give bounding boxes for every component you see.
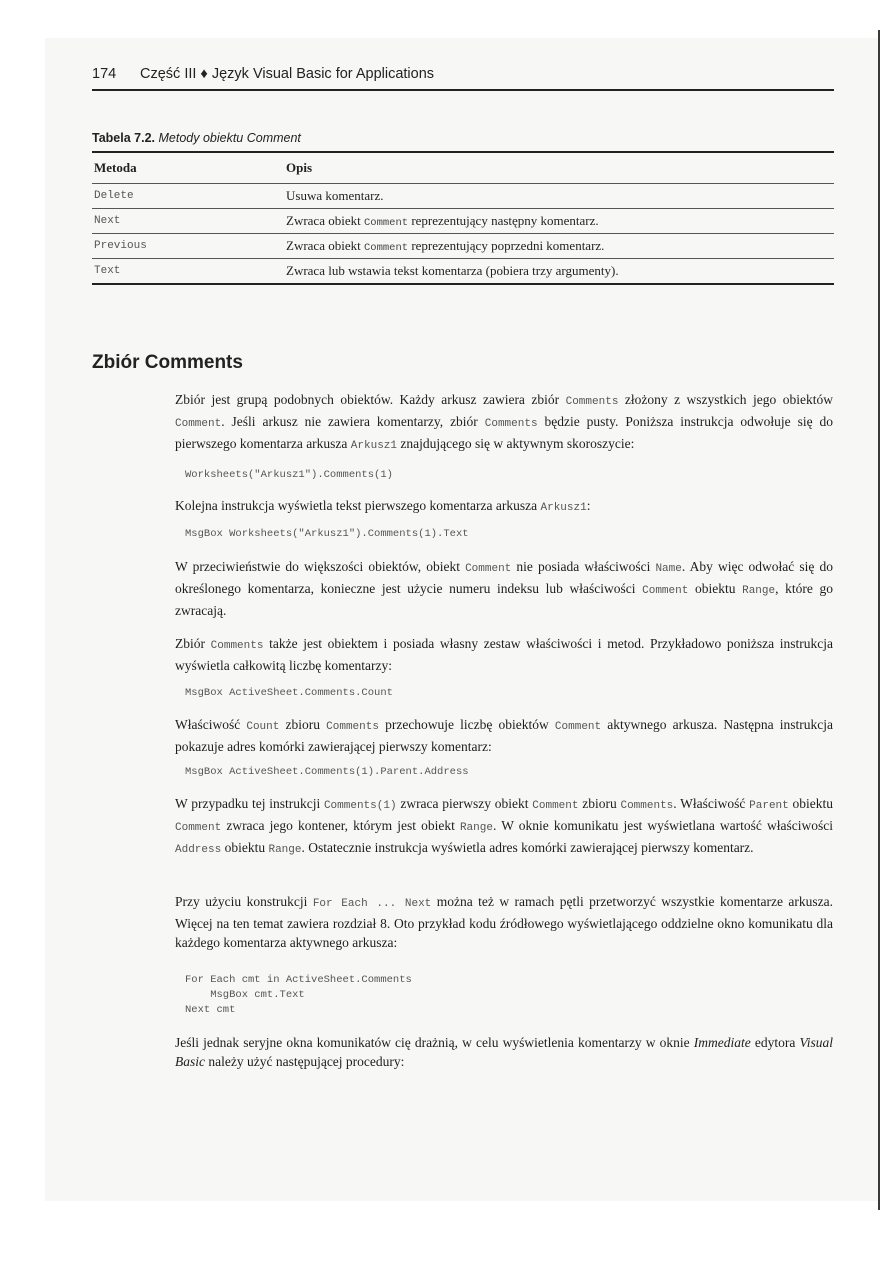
text: zbioru: [578, 796, 621, 811]
text: , które go zwracają.: [175, 581, 833, 618]
inline-code: For Each ... Next: [312, 898, 432, 910]
text: aktywnego arkusza. Następna instrukcja pokazuje adres komórki zawierającej pierwszy komentarz:: [175, 717, 833, 754]
text: obiektu: [788, 796, 833, 811]
method-name: Text: [94, 265, 121, 277]
description-code: Comment: [363, 217, 409, 229]
description-text: reprezentujący poprzedni komentarz.: [408, 238, 605, 253]
text: obiektu: [221, 840, 269, 855]
inline-code: Comment: [175, 822, 222, 834]
inline-code: Range: [459, 822, 493, 834]
text: . Aby więc odwołać się do określonego komentarza, konieczne jest użycie numeru indeksu lub właściwości: [175, 559, 833, 596]
text: obiektu: [688, 581, 743, 596]
method-description: [286, 213, 834, 229]
inline-code: Comments: [326, 721, 379, 733]
header-rule: [92, 89, 834, 91]
caption-label: Tabela 7.2.: [92, 131, 155, 145]
inline-code: Comment: [642, 585, 689, 597]
column-header-method: Metoda: [94, 160, 137, 175]
text: . W oknie komunikatu jest wyświetlana wartość właściwości: [492, 818, 833, 833]
inline-code: Comment: [532, 800, 579, 812]
column-header-description: Opis: [286, 160, 313, 175]
method-name: Delete: [94, 190, 134, 202]
description-text: Zwraca obiekt: [286, 213, 364, 228]
inline-code: Comments: [565, 396, 619, 408]
text: W przypadku tej instrukcji: [175, 796, 324, 811]
method-description: [286, 263, 834, 279]
scan-edge-line: [878, 30, 880, 1210]
inline-code: Count: [246, 721, 280, 733]
text: złożony z wszystkich jego obiektów: [618, 392, 833, 407]
inline-code: Arkusz1: [540, 502, 587, 514]
table-row: [92, 184, 834, 208]
inline-code: Comment: [554, 721, 602, 733]
paragraph-1: [175, 390, 833, 456]
code-block-5: [185, 973, 412, 1018]
text: . Ostatecznie instrukcja wyświetla adres komórki zawierającej pierwszy komentarz.: [301, 840, 754, 855]
inline-code: Name: [655, 563, 682, 575]
text: należy użyć następującej procedury:: [205, 1054, 405, 1069]
text: Jeśli jednak seryjne okna komunikatów cię drażnią, w celu wyświetlenia komentarzy w oknie: [175, 1035, 694, 1050]
paragraph-3: [175, 557, 833, 620]
text: nie posiada właściwości: [511, 559, 656, 574]
paragraph-8: [175, 1033, 833, 1071]
text: Właściwość: [175, 717, 247, 732]
description-text: reprezentujący następny komentarz.: [408, 213, 599, 228]
inline-code: Arkusz1: [350, 440, 398, 452]
methods-table: [92, 151, 834, 285]
caption-text: Metody obiektu Comment: [158, 131, 301, 145]
inline-code: Address: [175, 844, 222, 856]
paragraph-2: [175, 496, 833, 518]
text: edytora: [750, 1035, 800, 1050]
text: będzie pusty. Poniższa instrukcja odwołuje się do pierwszego komentarza arkusza: [175, 414, 833, 451]
text: Zbiór: [175, 636, 211, 651]
inline-code: Comment: [175, 418, 222, 430]
header-title: Część III ♦ Język Visual Basic for Applications: [140, 66, 435, 82]
inline-code: Range: [742, 585, 776, 597]
description-text: Usuwa komentarz.: [286, 188, 384, 203]
text: Przy użyciu konstrukcji: [175, 894, 313, 909]
text: :: [586, 498, 591, 513]
code-block-2: MsgBox Worksheets("Arkusz1").Comments(1).Text: [185, 528, 469, 540]
description-code: Comment: [363, 242, 409, 254]
code-block-3: MsgBox ActiveSheet.Comments.Count: [185, 687, 393, 699]
table-row: [92, 209, 834, 233]
section-heading: Zbiór Comments: [92, 352, 243, 373]
code-line: For Each cmt in ActiveSheet.Comments: [185, 974, 412, 986]
inline-code: Range: [268, 844, 302, 856]
method-name: Next: [94, 215, 121, 227]
method-description: [286, 188, 834, 204]
inline-code: Parent: [749, 800, 789, 812]
paragraph-7: [175, 892, 833, 952]
code-block-4: MsgBox ActiveSheet.Comments(1).Parent.Address: [185, 766, 469, 778]
italic-text: Immediate: [693, 1035, 751, 1050]
text: W przeciwieństwie do większości obiektów, obiekt: [175, 559, 466, 574]
text: także jest obiektem i posiada własny zestaw właściwości i metod. Przykładowo poniższa instrukcja wyświetla całkowitą liczbę komentarzy:: [175, 636, 833, 673]
text: . Właściwość: [673, 796, 750, 811]
inline-code: Comments: [210, 640, 264, 652]
table-row: [92, 259, 834, 283]
running-header: [92, 66, 834, 82]
text: zwraca pierwszy obiekt: [396, 796, 533, 811]
table-header-row: [92, 153, 834, 183]
text: Kolejna instrukcja wyświetla tekst pierwszego komentarza arkusza: [175, 498, 541, 513]
code-line: Next cmt: [185, 1004, 236, 1016]
text: Zbiór jest grupą podobnych obiektów. Każdy arkusz zawiera zbiór: [175, 392, 566, 407]
table-row: [92, 234, 834, 258]
text: zwraca jego kontener, którym jest obiekt: [221, 818, 460, 833]
page-number: 174: [92, 66, 117, 82]
table-bottom-rule: [92, 283, 834, 285]
inline-code: Comments: [620, 800, 674, 812]
inline-code: Comments(1): [323, 800, 397, 812]
paragraph-4: [175, 634, 833, 675]
code-line: MsgBox cmt.Text: [185, 989, 305, 1001]
italic-text: Visual Basic: [175, 1035, 834, 1069]
text: zbioru: [279, 717, 327, 732]
method-description: [286, 238, 834, 254]
code-block-1: Worksheets("Arkusz1").Comments(1): [185, 469, 393, 481]
text: można też w ramach pętli przetworzyć wszystkie komentarze arkusza. Więcej na ten temat zawiera rozdział 8. Oto przykład kodu źródłowego wyświetlającego oddzielne okno komunikatu dla każdego komentarza aktywnego arkusza:: [175, 894, 833, 950]
text: znajdującego się w aktywnym skoroszycie:: [397, 436, 635, 451]
text: . Jeśli arkusz nie zawiera komentarzy, zbiór: [221, 414, 485, 429]
inline-code: Comments: [484, 418, 538, 430]
text: przechowuje liczbę obiektów: [378, 717, 555, 732]
inline-code: Comment: [465, 563, 512, 575]
method-name: Previous: [94, 240, 147, 252]
description-text: Zwraca obiekt: [286, 238, 364, 253]
table-caption: [92, 131, 301, 145]
description-text: Zwraca lub wstawia tekst komentarza (pobiera trzy argumenty).: [286, 263, 619, 278]
paragraph-6: [175, 794, 833, 860]
paragraph-5: [175, 715, 833, 756]
